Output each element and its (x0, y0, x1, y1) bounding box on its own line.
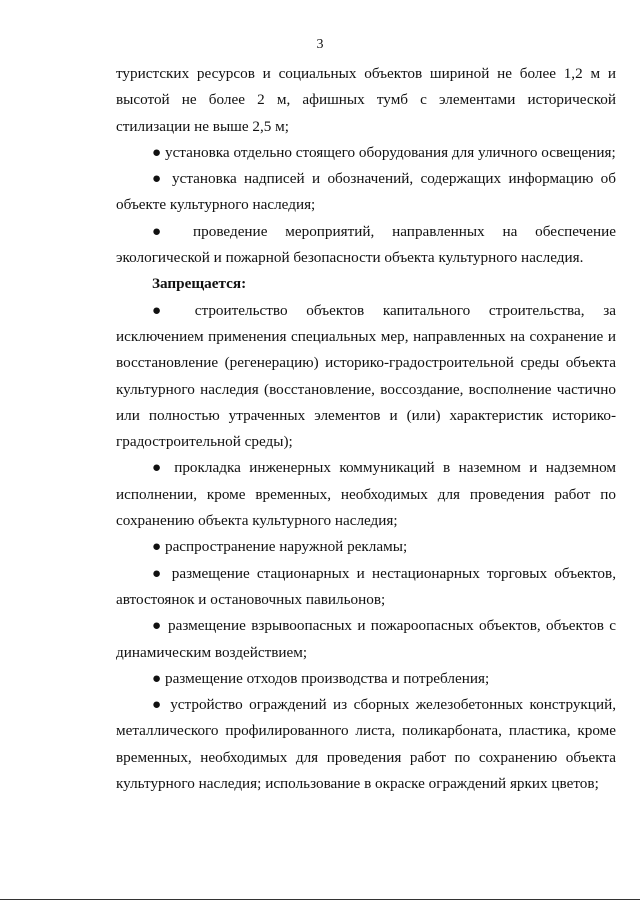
page-number: 3 (316, 37, 324, 52)
bullet-item: ● размещение стационарных и нестационарных торговых объектов, автостоянок и остановочных павильонов; (116, 564, 616, 608)
bullet-item: ● размещение отходов производства и потребления; (152, 669, 490, 687)
bullet-item: ● распространение наружной рекламы; (152, 538, 408, 556)
bullet-item: ● прокладка инженерных коммуникаций в наземном и надземном исполнении, кроме временных, необходимых для проведения работ по сохранению объекта культурного наследия; (116, 459, 616, 530)
bullet-item: ● строительство объектов капитального строительства, за исключением применения специальных мер, направленных на сохранение и восстановление (регенерацию) историко-градостроительной среды объекта культурного наследия (восстановление, воссоздание, восполнение частично или полностью утраченных элементов и (или) характеристик историко-градостроительной среды); (116, 301, 616, 451)
bullet-item: ● установка отдельно стоящего оборудования для уличного освещения; (152, 143, 616, 161)
bullet-item: ● устройство ограждений из сборных железобетонных конструкций, металлического профилированного листа, поликарбоната, пластика, кроме временных, необходимых для проведения работ по сохранению объекта культурного наследия; использование в окраске ограждений ярких цветов; (116, 696, 616, 793)
bullet-item: ● проведение мероприятий, направленных на обеспечение экологической и пожарной безопасности объекта культурного наследия. (116, 222, 616, 267)
paragraph: туристских ресурсов и социальных объектов шириной не более 1,2 м и высотой не более 2 м, афишных тумб с элементами исторической стилизации не выше 2,5 м; (116, 65, 616, 135)
page-bottom-divider (0, 899, 640, 900)
document-body (116, 61, 616, 797)
section-heading: Запрещается: (152, 275, 247, 293)
bullet-item: ● размещение взрывоопасных и пожароопасных объектов, объектов с динамическим воздействием; (116, 617, 616, 661)
bullet-item: ● установка надписей и обозначений, содержащих информацию об объекте культурного наследия; (116, 170, 616, 214)
